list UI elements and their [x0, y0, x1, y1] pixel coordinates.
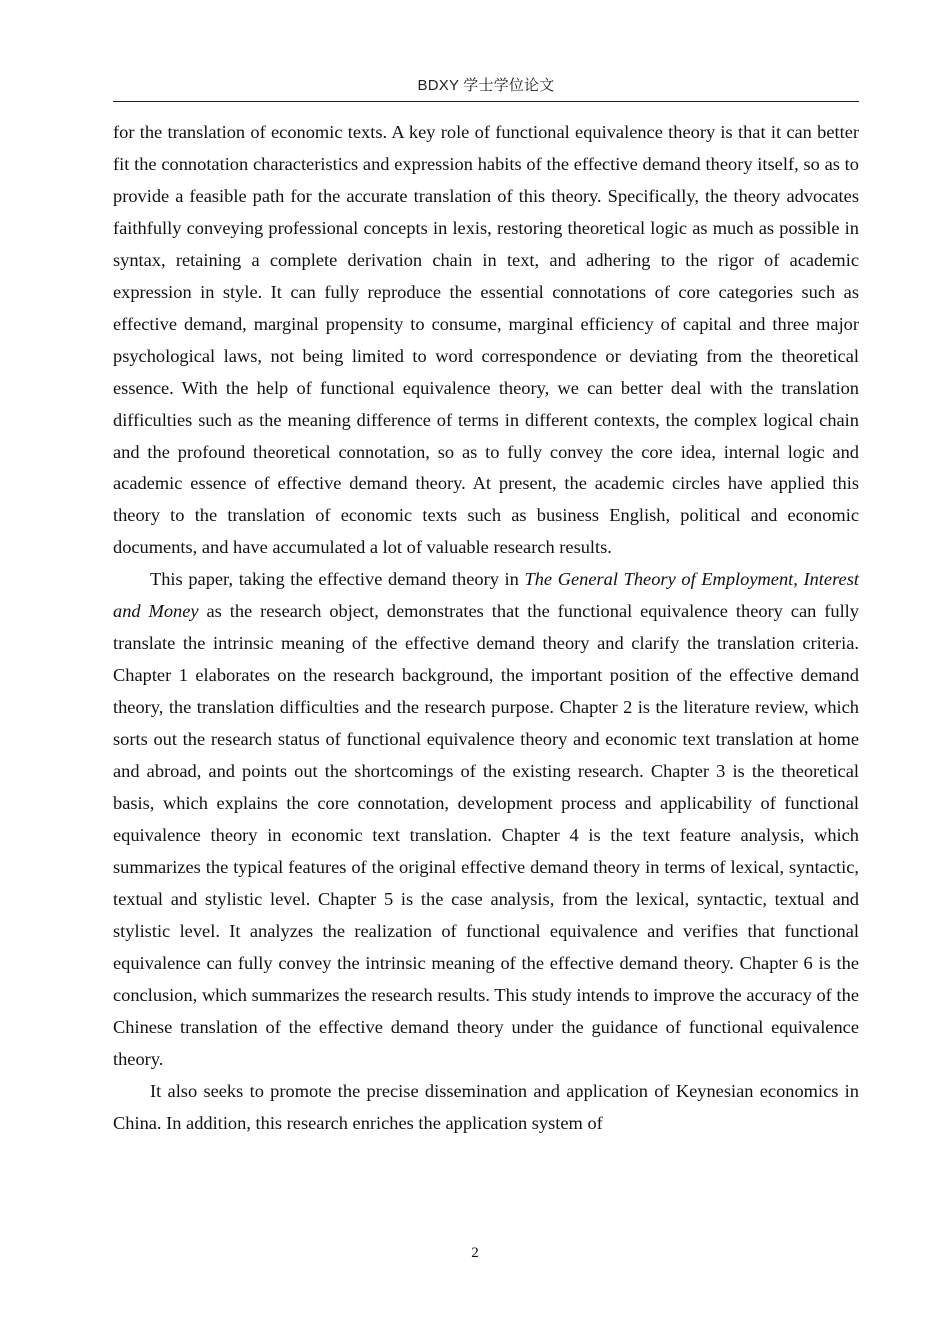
page-number: 2 [471, 1245, 479, 1261]
page-header [113, 76, 859, 102]
book-title: The General Theory of Employment, Interest and Money [113, 569, 859, 622]
paragraph-paper-overview [113, 564, 859, 1075]
paragraph-text-after-title: as the research object, demonstrates that the functional equivalence theory can fully translate the intrinsic meaning of the effective demand theory and clarify the translation criteria. Chapter 1 elaborates on the research background, the important position of the effective demand theory, the translation difficulties and the research purpose. Chapter 2 is the literature review, which sorts out the research status of functional equivalence theory and economic text translation at home and abroad, and points out the shortcomings of the existing research. Chapter 3 is the theoretical basis, which explains the core connotation, development process and applicability of functional equivalence theory in economic text translation. Chapter 4 is the text feature analysis, which summarizes the typical features of the original effective demand theory in terms of lexical, syntactic, textual and stylistic level. Chapter 5 is the case analysis, from the lexical, syntactic, textual and stylistic level. It analyzes the realization of functional equivalence and verifies that functional equivalence can fully convey the intrinsic meaning of the effective demand theory. Chapter 6 is the conclusion, which summarizes the research results. This study intends to improve the accuracy of the Chinese translation of the effective demand theory under the guidance of functional equivalence theory. [113, 601, 859, 1069]
thesis-header-title: BDXY 学士学位论文 [417, 77, 555, 94]
paragraph-research-goals: It also seeks to promote the precise dissemination and application of Keynesian economics in China. In addition, this research enriches the application system of [113, 1080, 859, 1133]
paragraph-continuation: for the translation of economic texts. A key role of functional equivalence theory is that it can better fit the connotation characteristics and expression habits of the effective demand theory itself, so as to provide a feasible path for the accurate translation of this theory. Specifically, the theory advocates faithfully conveying professional concepts in lexis, restoring theoretical logic as much as possible in syntax, retaining a complete derivation chain in text, and adhering to the rigor of academic expression in style. It can fully reproduce the essential connotations of core categories such as effective demand, marginal propensity to consume, marginal efficiency of capital and three major psychological laws, not being limited to word correspondence or deviating from the theoretical essence. With the help of functional equivalence theory, we can better deal with the translation difficulties such as the meaning difference of terms in different contexts, the complex logical chain and the profound theoretical connotation, so as to fully convey the core idea, internal logic and academic essence of effective demand theory. At present, the academic circles have applied this theory to the translation of economic texts such as business English, political and economic documents, and have accumulated a lot of valuable research results. [113, 122, 859, 558]
document-body [113, 117, 859, 1140]
paragraph-text-before-title: This paper, taking the effective demand theory in [150, 569, 525, 590]
